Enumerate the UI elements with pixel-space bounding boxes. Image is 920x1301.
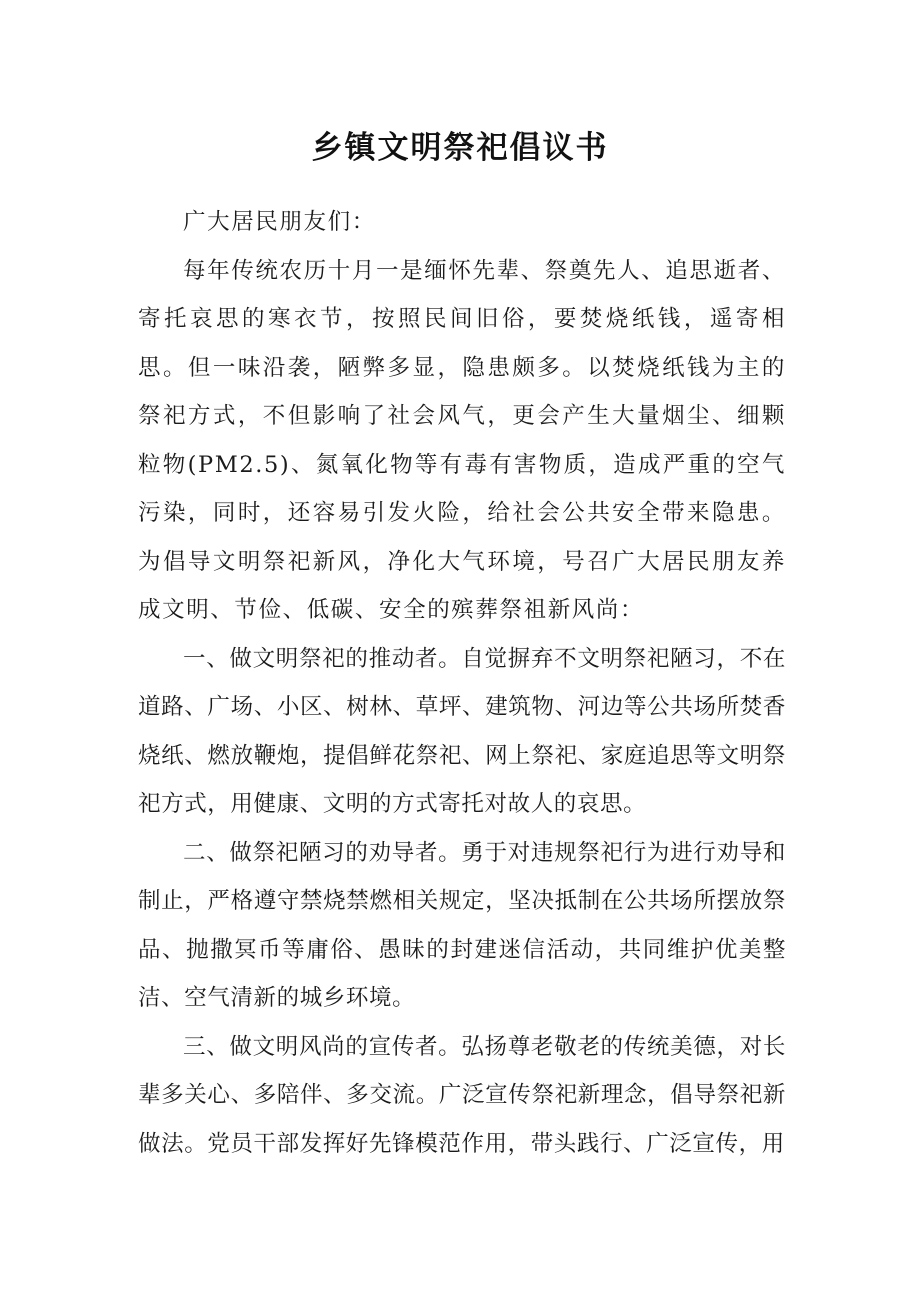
proposal-item-3: 三、做文明风尚的宣传者。弘扬尊老敬老的传统美德，对长辈多关心、多陪伴、多交流。广泛宣传祭祀新理念，倡导祭祀新做法。党员干部发挥好先锋模范作用，带头践行、广泛宣传，用	[138, 1033, 786, 1157]
salutation: 广大居民朋友们：	[183, 209, 376, 235]
document-title: 乡镇文明祭祀倡议书	[311, 130, 609, 166]
document-body	[138, 198, 786, 1168]
intro-paragraph: 每年传统农历十月一是缅怀先辈、祭奠先人、追思逝者、寄托哀思的寒衣节，按照民间旧俗，要焚烧纸钱，遥寄相思。但一味沿袭，陋弊多显，隐患颇多。以焚烧纸钱为主的祭祀方式，不但影响了社会风气，更会产生大量烟尘、细颗粒物(PM2.5)、氮氧化物等有毒有害物质，造成严重的空气污染，同时，还容易引发火险，给社会公共安全带来隐患。为倡导文明祭祀新风，净化大气环境，号召广大居民朋友养成文明、节俭、低碳、安全的殡葬祭祖新风尚：	[138, 257, 786, 623]
proposal-item-2: 二、做祭祀陋习的劝导者。勇于对违规祭祀行为进行劝导和制止，严格遵守禁烧禁燃相关规定，坚决抵制在公共场所摆放祭品、抛撒冥币等庸俗、愚昧的封建迷信活动，共同维护优美整洁、空气清新的城乡环境。	[138, 839, 786, 1011]
proposal-item-1: 一、做文明祭祀的推动者。自觉摒弃不文明祭祀陋习，不在道路、广场、小区、树林、草坪、建筑物、河边等公共场所焚香烧纸、燃放鞭炮，提倡鲜花祭祀、网上祭祀、家庭追思等文明祭祀方式，用健康、文明的方式寄托对故人的哀思。	[138, 645, 786, 817]
